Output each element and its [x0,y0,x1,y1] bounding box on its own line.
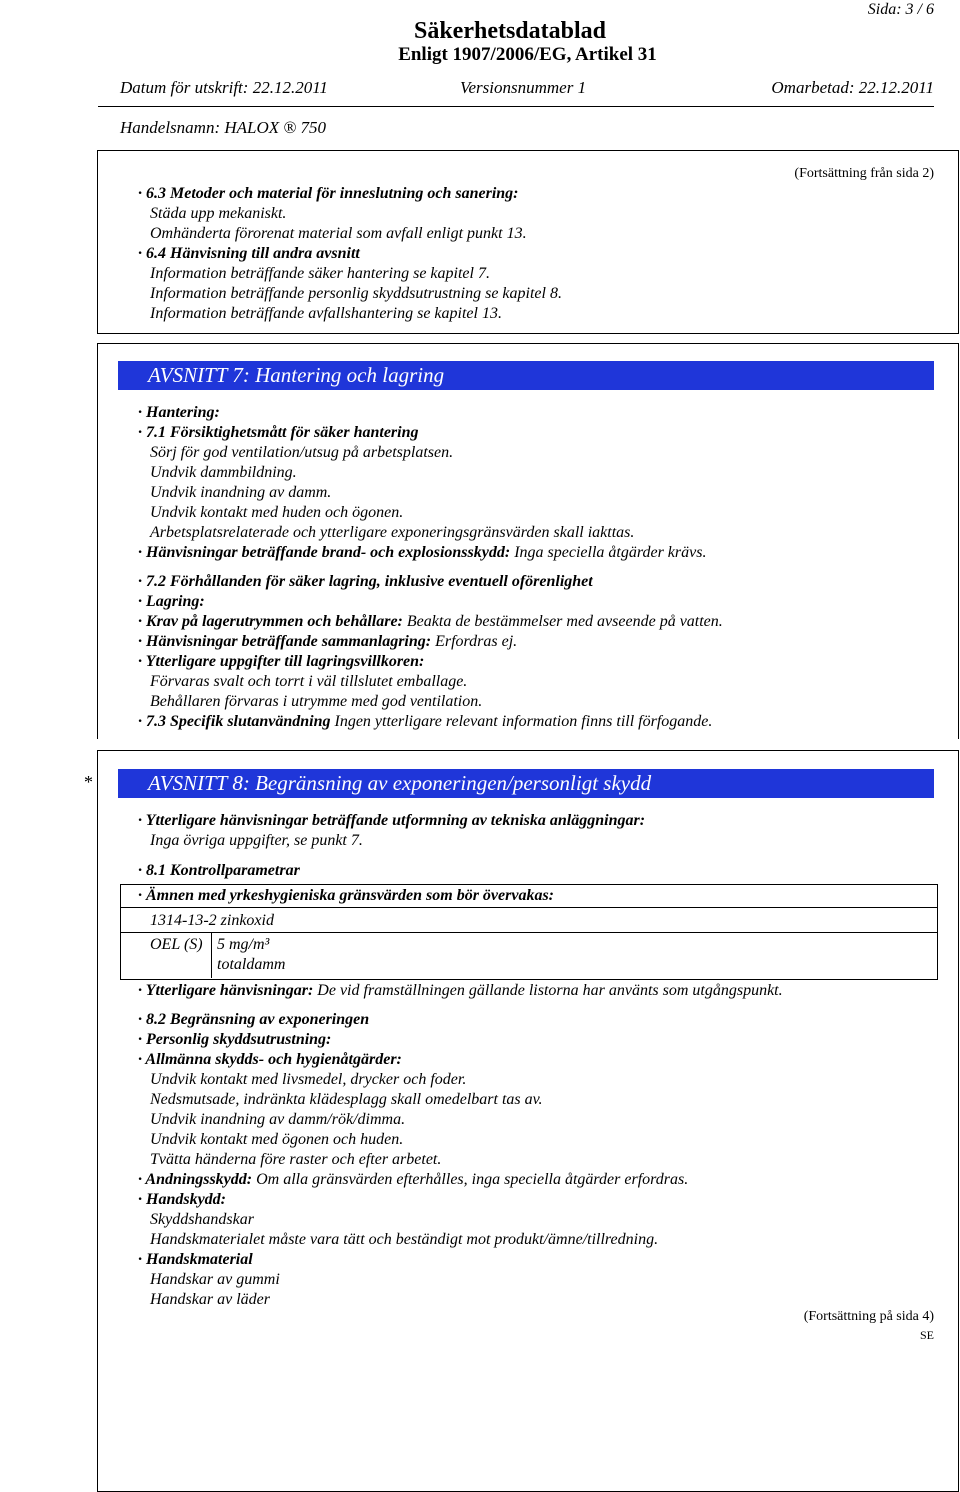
document-subtitle: Enligt 1907/2006/EG, Artikel 31 [398,44,657,65]
text-line: Information beträffande säker hantering se kapitel 7. [150,265,490,282]
text-line: Nedsmutsade, indränkta klädesplagg skall omedelbart tas av. [150,1091,543,1108]
krav-line [138,612,723,632]
handskydd-label: · Handskydd: [138,1191,226,1208]
text-line: Tvätta händerna före raster och efter arbetet. [150,1151,442,1168]
text-line: Undvik kontakt med huden och ögonen. [150,504,404,521]
text-line: Arbetsplatsrelaterade och ytterligare exponeringsgränsvärden skall iakttas. [150,524,635,541]
heading-7-3: · 7.3 Specifik slutanvändning [138,713,331,730]
heading-7-3-line [138,712,712,732]
product-name: Handelsnamn: HALOX ® 750 [120,118,327,137]
lagring-label: · Lagring: [138,593,205,610]
sammanlagring-line [138,632,517,652]
ytterligare-hanvisningar-value: De vid framställningen gällande listorna har använts som utgångspunkt. [313,982,783,999]
revision-asterisk: * [84,772,93,792]
table-divider [121,932,937,933]
text-line: Behållaren förvaras i utrymme med god ventilation. [150,693,483,710]
text-line: Inga övriga uppgifter, se punkt 7. [150,832,363,849]
brand-value: Inga speciella åtgärder krävs. [510,544,707,561]
page-number: Sida: 3 / 6 [867,1,934,18]
table-divider [121,907,937,908]
continued-to: (Fortsättning på sida 4) [803,1309,934,1324]
table-divider [211,933,212,978]
personlig-label: · Personlig skyddsutrustning: [138,1031,332,1048]
text-line: Sörj för god ventilation/utsug på arbetsplatsen. [150,444,454,461]
text-line: Omhänderta förorenat material som avfall enligt punkt 13. [150,225,527,242]
heading-6-3: · 6.3 Metoder och material för inneslutning och sanering: [138,185,519,202]
andningsskydd-value: Om alla gränsvärden efterhålles, inga speciella åtgärder erfordras. [252,1171,689,1188]
oel-label: OEL (S) [150,936,203,953]
oel-value: 5 mg/m³ [217,936,270,953]
text-line: Undvik inandning av damm/rök/dimma. [150,1111,406,1128]
allmanna-label: · Allmänna skydds- och hygienåtgärder: [138,1051,402,1068]
hantering-label: · Hantering: [138,404,220,421]
section-7-heading [118,361,934,390]
text-line: Information beträffande personlig skyddsutrustning se kapitel 8. [150,285,562,302]
heading-8-2: · 8.2 Begränsning av exponeringen [138,1011,370,1028]
krav-label: · Krav på lagerutrymmen och behållare: [138,613,403,630]
text-line: Handskar av läder [150,1291,270,1308]
text-line: Undvik dammbildning. [150,464,297,481]
amnen-label: · Ämnen med yrkeshygieniska gränsvärden som bör övervakas: [138,887,554,904]
krav-value: Beakta de bestämmelser med avseende på vatten. [402,613,723,630]
continued-from: (Fortsättning från sida 2) [794,166,934,181]
ytterligare-label: · Ytterligare uppgifter till lagringsvillkoren: [138,653,425,670]
text-line: Förvaras svalt och torrt i väl tillslutet emballage. [150,673,468,690]
section-8-heading [118,769,934,798]
handskmaterial-label: · Handskmaterial [138,1251,253,1268]
tekniska-label: · Ytterligare hänvisningar beträffande utformning av tekniska anläggningar: [138,812,646,829]
text-line: Skyddshandskar [150,1211,254,1228]
ytterligare-hanvisningar-line [138,981,783,1001]
header-divider [98,106,934,107]
text-line: Undvik kontakt med ögonen och huden. [150,1131,404,1148]
sammanlagring-label: · Hänvisningar beträffande sammanlagring: [138,633,432,650]
andningsskydd-label: · Andningsskydd: [138,1171,253,1188]
section-7-title: AVSNITT 7: Hantering och lagring [148,363,445,387]
text-line: Handskar av gummi [150,1271,280,1288]
andningsskydd-line [138,1170,688,1190]
text-line: Städa upp mekaniskt. [150,205,287,222]
brand-explosion-line [138,543,706,563]
heading-8-1: · 8.1 Kontrollparametrar [138,862,300,879]
heading-7-2: · 7.2 Förhållanden för säker lagring, inklusive eventuell oförenlighet [138,573,593,590]
brand-label: · Hänvisningar beträffande brand- och explosionsskydd: [138,544,511,561]
text-line: Undvik inandning av damm. [150,484,332,501]
text-line: Undvik kontakt med livsmedel, drycker och foder. [150,1071,467,1088]
heading-7-1: · 7.1 Försiktighetsmått för säker hantering [138,424,419,441]
document-title: Säkerhetsdatablad [413,18,607,44]
section-8-title: AVSNITT 8: Begränsning av exponeringen/personligt skydd [148,771,652,795]
text-line: Information beträffande avfallshantering se kapitel 13. [150,305,502,322]
oel-note: totaldamm [217,956,286,973]
language-code: SE [919,1328,934,1342]
sammanlagring-value: Erfordras ej. [431,633,518,650]
heading-6-4: · 6.4 Hänvisning till andra avsnitt [138,245,360,262]
print-date: Datum för utskrift: 22.12.2011 [120,78,328,97]
ytterligare-hanvisningar-label: · Ytterligare hänvisningar: [138,982,314,999]
text-line: Handskmaterialet måste vara tätt och beständigt mot produkt/ämne/tillredning. [150,1231,659,1248]
heading-7-3-value: Ingen ytterligare relevant information finns till förfogande. [330,713,713,730]
version-number: Versionsnummer 1 [460,78,587,97]
substance-name: 1314-13-2 zinkoxid [150,912,274,929]
revised-date: Omarbetad: 22.12.2011 [771,78,934,97]
